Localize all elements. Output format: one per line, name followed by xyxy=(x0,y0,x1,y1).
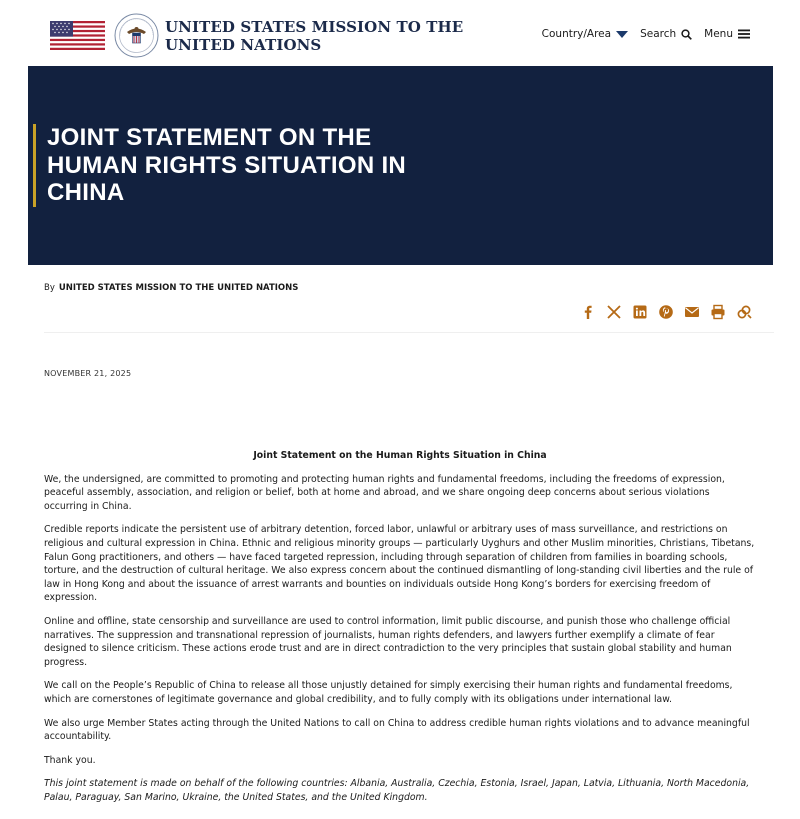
article-body xyxy=(44,449,756,804)
main-nav xyxy=(542,28,750,40)
article-paragraph: We call on the People’s Republic of China to release all those unjustly detained for simply exercising their human rights and fundamental freedoms, which are cornerstones of legitimate governance and global credibility, and to fully comply with its obligations under international law. xyxy=(44,680,733,705)
byline-author[interactable]: UNITED STATES MISSION TO THE UNITED NATIONS xyxy=(58,283,299,293)
share-bar xyxy=(580,304,752,320)
hamburger-icon xyxy=(738,29,750,39)
article-paragraph: We, the undersigned, are committed to promoting and protecting human rights and fundamental freedoms, including the freedoms of expression, peaceful assembly, association, and religion or belief, both at home and abroad, and we share ongoing deep concerns about serious violations occurring in China. xyxy=(44,473,725,512)
article-paragraph: Online and offline, state censorship and surveillance are used to control information, limit public discourse, and punish those who challenge official narratives. The suppression and transnational repression of journalists, human rights defenders, and lawyers further exemplify a climate of fear designed to silence criticism. These actions erode trust and are in direct contradiction to the very principles that sustain global stability and human progress. xyxy=(44,615,732,668)
site-title[interactable]: UNITED STATES MISSION TO THE UNITED NATIONS xyxy=(165,18,464,54)
pinterest-icon[interactable] xyxy=(658,304,674,320)
publish-date: NOVEMBER 21, 2025 xyxy=(44,369,132,378)
closing-statement: This joint statement is made on behalf of the following countries: Albania, Australia, Czechia, Estonia, Israel, Japan, Latvia, Lithuania, North Macedonia, Palau, Paraguay, San Marino, Ukraine, the United States, and the United Kingdom. xyxy=(44,778,750,803)
search-icon xyxy=(681,29,692,40)
article-paragraph: We also urge Member States acting through the United Nations to call on China to address credible human rights violations and to advance meaningful accountability. xyxy=(44,717,750,743)
menu-button[interactable] xyxy=(704,28,750,40)
article-paragraph: Thank you. xyxy=(44,754,96,766)
copy-link-icon[interactable] xyxy=(736,304,752,320)
article-paragraph: Credible reports indicate the persistent use of arbitrary detention, forced labor, unlawful or arbitrary uses of mass surveillance, and restrictions on religious and cultural expression in China. Ethnic and religious minority groups — particularly Uyghurs and other Muslim minorities, Christians, Tibetans, Falun Gong practitioners, and others — have faced targeted repression, including through separation of children from families in boarding schools, torture, and the destruction of cultural heritage. We also express concern about the continued dismantling of long-standing civil liberties and the rule of law in Hong Kong and about the issuance of arrest warrants and bounties on individuals outside Hong Kong’s borders for exercising freedom of expression. xyxy=(44,524,755,604)
byline-prefix: By xyxy=(44,283,55,293)
facebook-icon[interactable] xyxy=(580,304,596,320)
email-icon[interactable] xyxy=(684,304,700,320)
linkedin-icon[interactable] xyxy=(632,304,648,320)
search-button[interactable] xyxy=(640,28,692,40)
department-seal-icon[interactable] xyxy=(114,13,159,58)
byline xyxy=(44,283,298,293)
article-heading: Joint Statement on the Human Rights Situation in China xyxy=(253,450,547,461)
caret-down-icon xyxy=(616,31,628,38)
search-label: Search xyxy=(640,28,677,40)
us-flag-icon[interactable] xyxy=(50,21,105,50)
print-icon[interactable] xyxy=(710,304,726,320)
page-title: JOINT STATEMENT ON THE HUMAN RIGHTS SITUATION IN CHINA xyxy=(33,124,453,207)
country-area-label: Country/Area xyxy=(541,28,612,40)
site-header xyxy=(0,0,800,66)
x-icon[interactable] xyxy=(606,304,622,320)
divider xyxy=(44,332,774,333)
menu-label: Menu xyxy=(704,28,733,40)
country-area-dropdown[interactable] xyxy=(542,28,628,40)
